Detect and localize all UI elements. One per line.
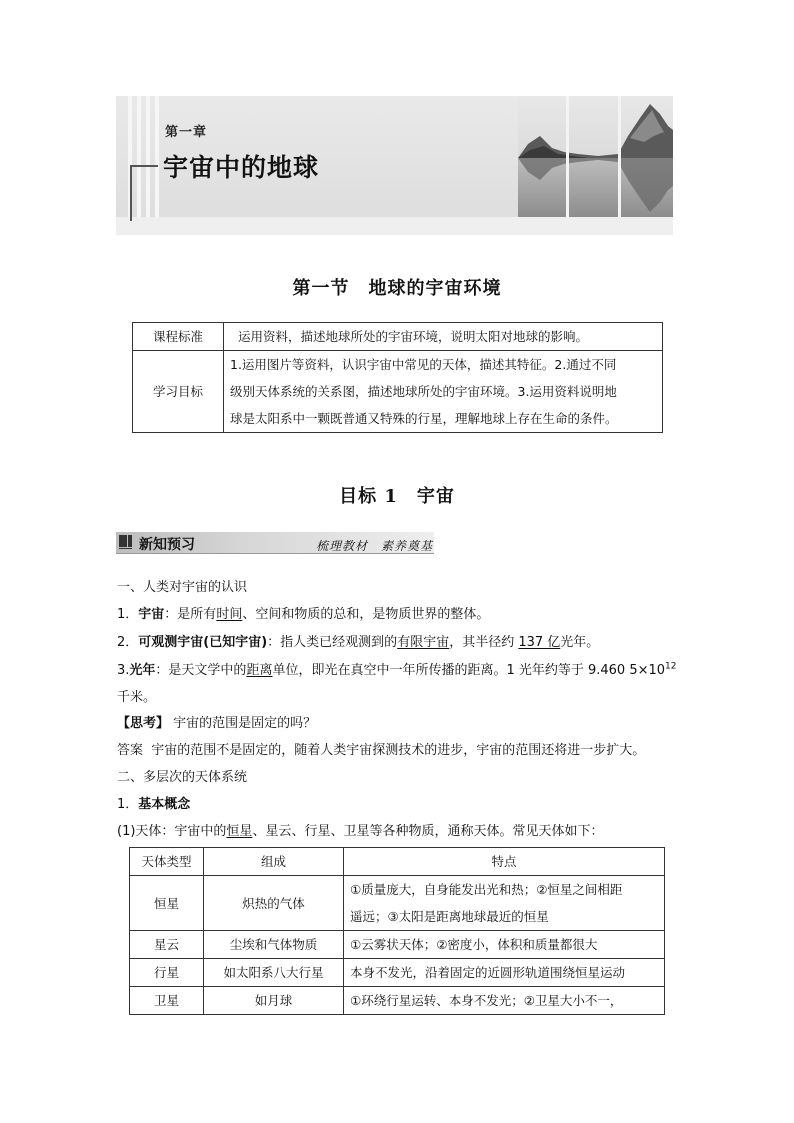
banner-bracket-horizontal [130,165,158,167]
cell-type: 恒星 [130,876,204,931]
preview-subtitle: 梳理教材 素养奠基 [316,539,434,553]
heading-celestial-systems: 二、多层次的天体系统 [117,770,248,785]
cell-features: ①云雾状天体；②密度小，体积和质量都很大 [344,931,665,959]
banner-bracket-vertical [130,165,132,221]
cell-type: 星云 [130,931,204,959]
section-title: 第一节 地球的宇宙环境 [292,278,502,299]
preview-title: 新知预习 [139,537,195,553]
paragraph-universe: 1．宇宙：是所有时间、空间和物质的总和，是物质世界的整体。 [117,607,490,622]
table-row [130,876,665,931]
objectives-content: 1.运用图片等资料，认识宇宙中常见的天体，描述其特征。2.通过不同 级别天体系统的关系图，描述地球所处的宇宙环境。3.运用资料说明地 球是太阳系中一颗既普通又特殊的行星，理解地球上存在生命的条件。 [224,351,663,433]
standards-content: 运用资料，描述地球所处的宇宙环境，说明太阳对地球的影响。 [224,323,663,351]
standards-label: 课程标准 [133,323,224,351]
header-features: 特点 [344,848,665,876]
paragraph-light-year: 3.光年：是天文学中的距离单位，即光在真空中一年所传播的距离。1 光年约等于 9.460 $5\times 10^{12}$ [117,661,677,678]
heading-human-cognition: 一、人类对宇宙的认识 [117,580,248,595]
cell-features: ①环绕行星运转、本身不发光；②卫星大小不一， [344,987,665,1015]
header-type: 天体类型 [130,848,204,876]
table-row [130,931,665,959]
table-row [130,959,665,987]
table-row [133,351,663,433]
header-composition: 组成 [204,848,344,876]
paragraph-basic-concepts: 1．基本概念 [117,797,191,812]
cell-features: ①质量庞大，自身能发出光和热；②恒星之间相距 遥远；③太阳是距离地球最近的恒星 [344,876,665,931]
celestial-bodies-table [129,847,665,1015]
table-header-row [130,848,665,876]
think-answer: 答案 宇宙的范围不是固定的，随着人类宇宙探测技术的进步，宇宙的范围还将进一步扩大。 [117,743,646,758]
cell-composition: 尘埃和气体物质 [204,931,344,959]
paragraph-observable-universe: 2．可观测宇宙(已知宇宙)：指人类已经观测到的有限宇宙，其半径约 137 亿光年。 [117,635,600,650]
cell-composition: 如太阳系八大行星 [204,959,344,987]
chapter-label: 第一章 [165,125,208,140]
think-question: 【思考】 宇宙的范围是固定的吗？ [117,716,317,731]
book-icon [119,535,132,549]
objectives-label: 学习目标 [133,351,224,433]
chapter-title: 宇宙中的地球 [163,153,320,182]
paragraph-light-year-cont: 千米。 [117,690,157,705]
cell-type: 卫星 [130,987,204,1015]
cell-composition: 如月球 [204,987,344,1015]
cell-composition: 炽热的气体 [204,876,344,931]
cell-type: 行星 [130,959,204,987]
cell-features: 本身不发光，沿着固定的近圆形轨道围绕恒星运动 [344,959,665,987]
course-standards-table [132,322,663,433]
banner-stripes [128,96,168,217]
table-row [130,987,665,1015]
mountain-lake-image [518,96,673,217]
table-row [133,323,663,351]
goal-title: 目标 1 宇宙 [339,486,455,507]
paragraph-celestial-bodies: (1)天体：宇宙中的恒星、星云、行星、卫星等各种物质，通称天体。常见天体如下： [117,824,604,839]
banner-bottom-band [116,217,673,235]
